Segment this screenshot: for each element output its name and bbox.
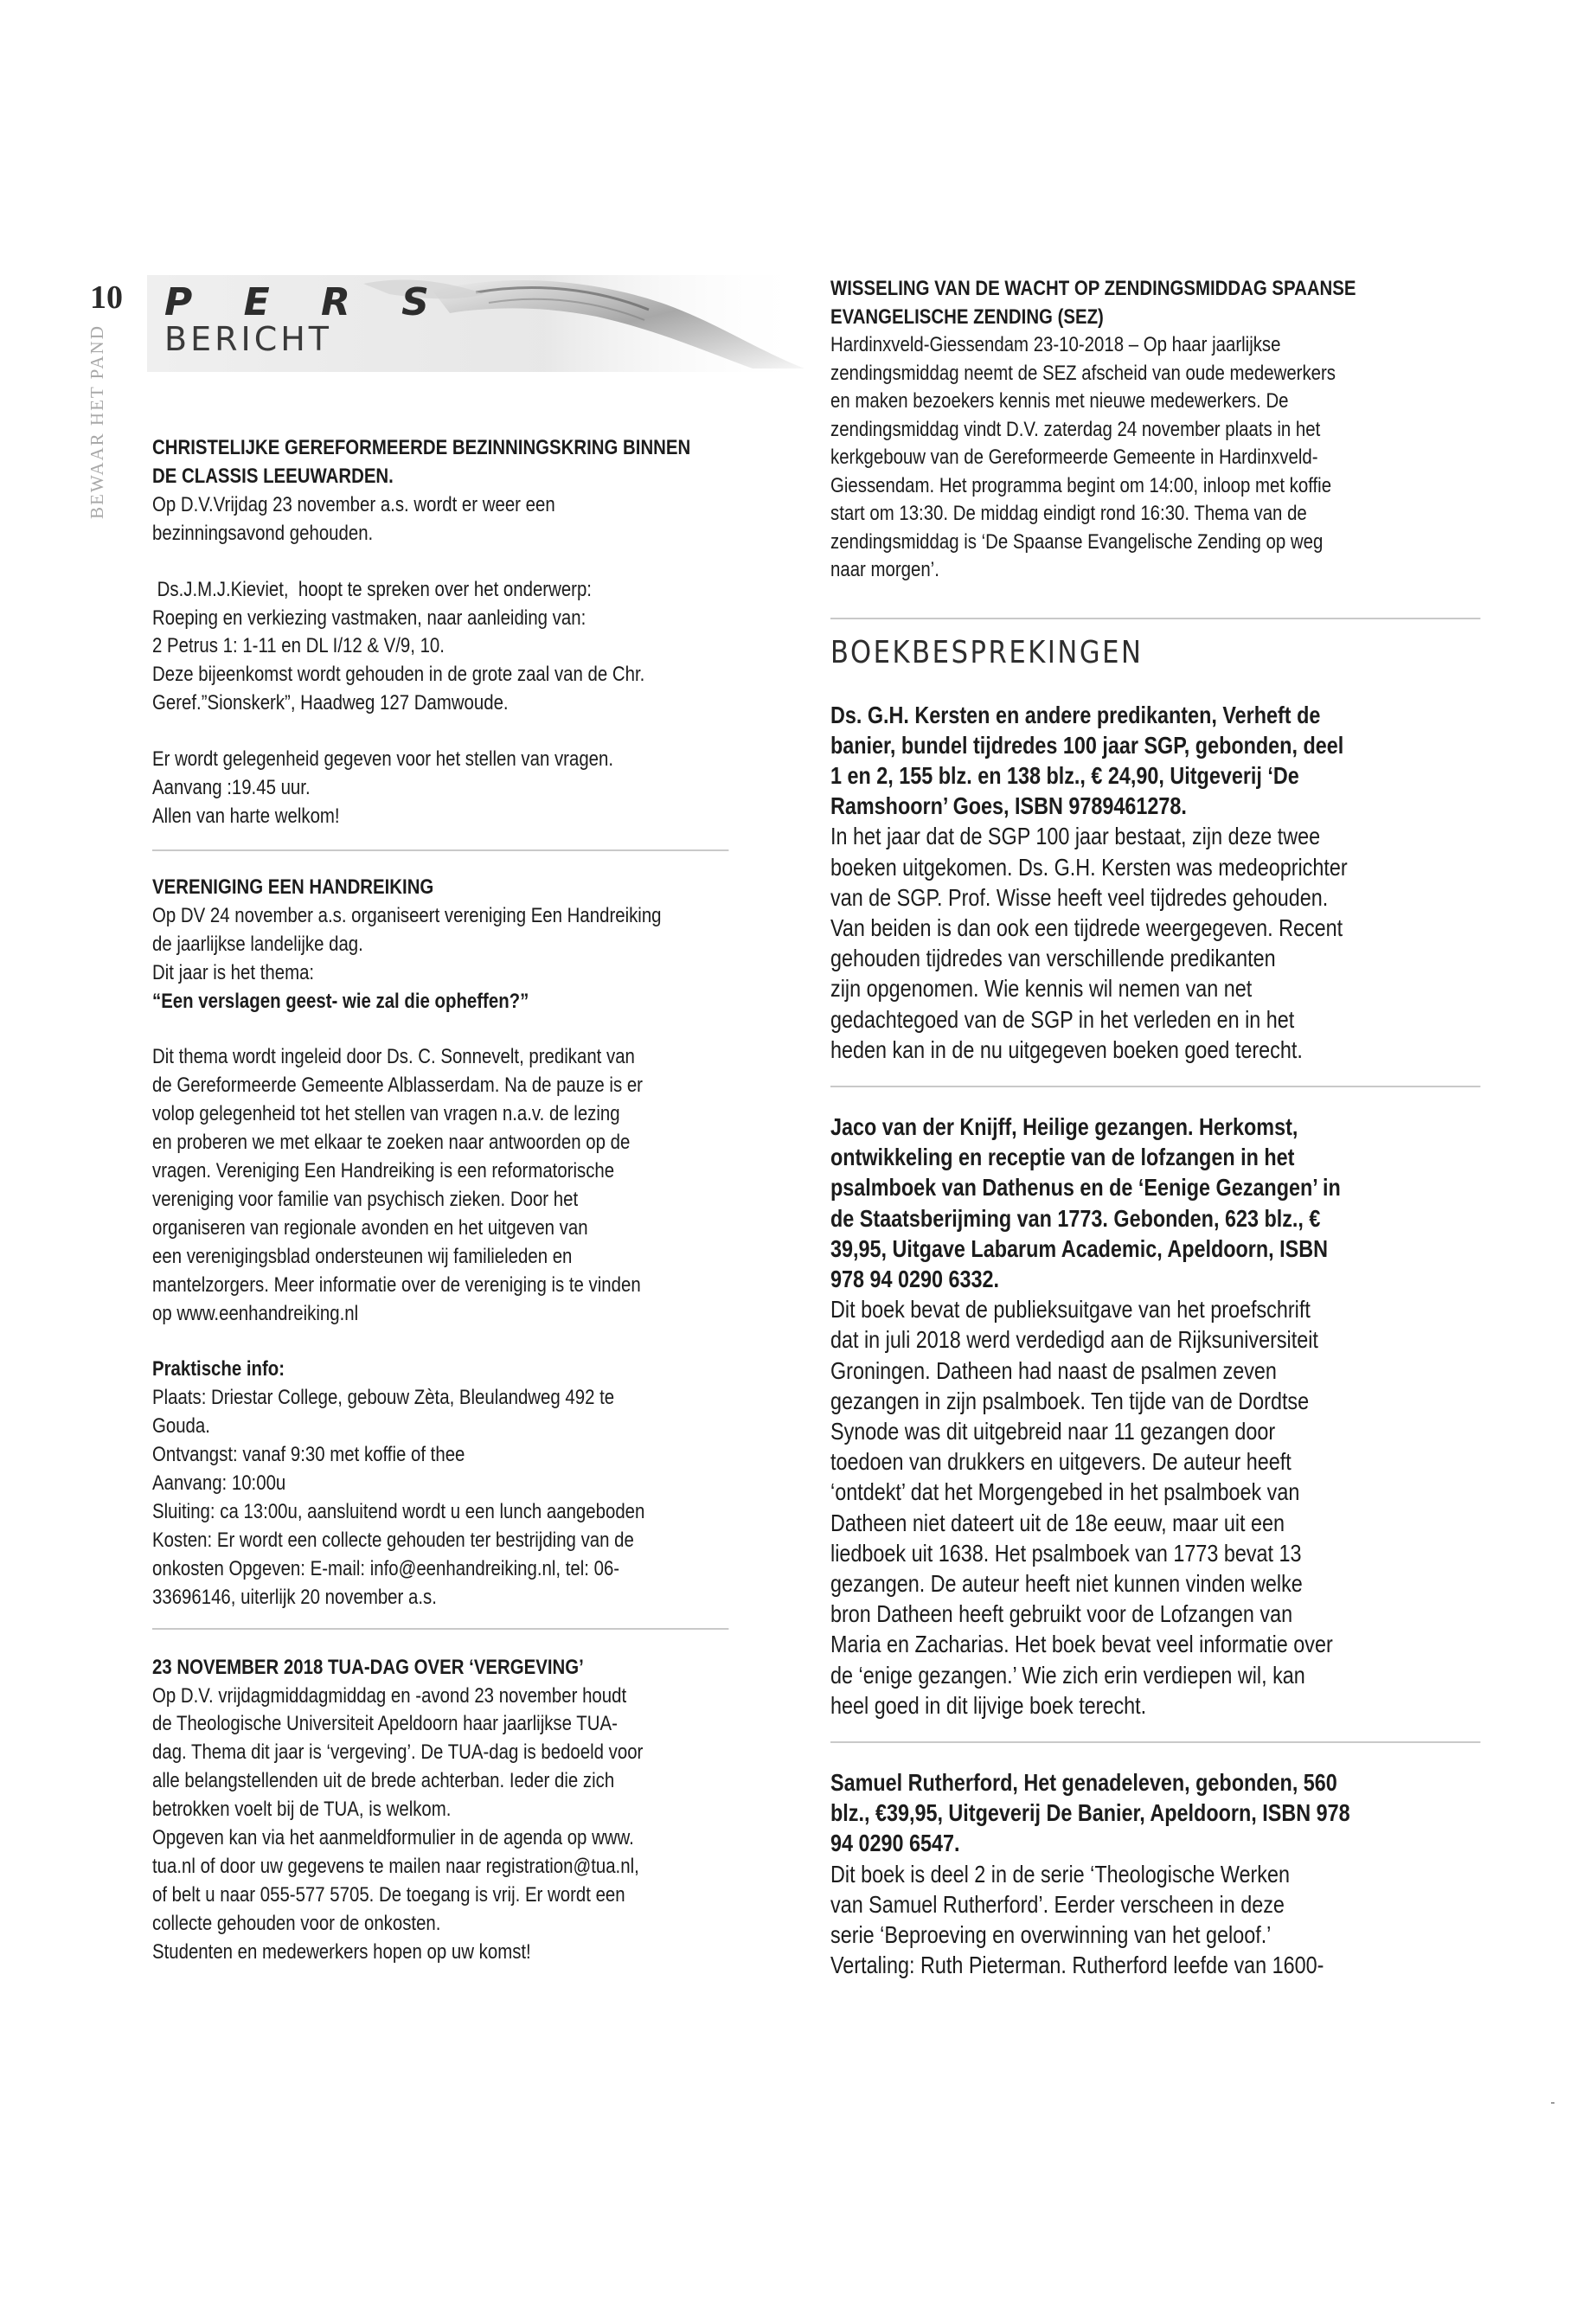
text-line: zendingsmiddag neemt de SEZ afscheid van oude medewerkers xyxy=(830,361,1336,385)
text-line: kerkgebouw van de Gereformeerde Gemeente in Hardinxveld- xyxy=(830,445,1318,469)
text-line: de Gereformeerde Gemeente Alblasserdam. Na de pauze is er xyxy=(152,1074,643,1098)
article-heading-line: EVANGELISCHE ZENDING (SEZ) xyxy=(830,304,1104,329)
book-title-line: de Staatsberijming van 1773. Gebonden, 623 blz., € xyxy=(830,1204,1321,1232)
text-line: dat in juli 2018 werd verdedigd aan de Rijksuniversiteit xyxy=(830,1326,1318,1354)
book-title-line: blz., €39,95, Uitgeverij De Banier, Apeldoorn, ISBN 978 xyxy=(830,1799,1350,1827)
text-line: Dit boek bevat de publieksuitgave van het proefschrift xyxy=(830,1296,1311,1324)
text-line: Studenten en medewerkers hopen op uw komst! xyxy=(152,1939,531,1964)
text-line: Giessendam. Het programma begint om 14:00, inloop met koffie xyxy=(830,473,1332,497)
text-line: Opgeven kan via het aanmeldformulier in de agenda op www. xyxy=(152,1826,634,1850)
text-line: 2 Petrus 1: 1-11 en DL I/12 & V/9, 10. xyxy=(152,634,445,658)
article-heading-line: WISSELING VAN DE WACHT OP ZENDINGSMIDDAG SPAANSE xyxy=(830,277,1356,300)
article-bezinningskring xyxy=(152,434,728,831)
text-line: Ds.J.M.J.Kieviet, hoopt te spreken over het onderwerp: xyxy=(152,577,592,601)
section-title-boekbesprekingen: BOEKBESPREKINGEN xyxy=(830,634,1144,670)
text-line: of belt u naar 055-577 5705. De toegang is vrij. Er wordt een xyxy=(152,1882,625,1907)
right-column xyxy=(830,275,1480,1980)
book-title-line: Samuel Rutherford, Het genadeleven, gebonden, 560 xyxy=(830,1769,1337,1796)
text-line: gezangen. De auteur heeft niet kunnen vinden welke xyxy=(830,1569,1303,1597)
text-line: op www.eenhandreiking.nl xyxy=(152,1301,359,1325)
text-line: start om 13:30. De middag eindigt rond 16:30. Thema van de xyxy=(830,502,1307,525)
text-line: serie ‘Beproeving en overwinning van het geloof.’ xyxy=(830,1921,1272,1949)
article-een-handreiking xyxy=(152,874,728,1612)
scan-mark xyxy=(1551,2102,1554,2104)
text-line: Hardinxveld-Giessendam 23-10-2018 – Op haar jaarlijkse xyxy=(830,333,1281,356)
left-column xyxy=(152,434,728,1967)
text-line: Datheen niet dateert uit de 18e eeuw, maar uit een xyxy=(830,1509,1285,1536)
text-line: gehouden tijdredes van verschillende predikanten xyxy=(830,945,1276,972)
text-line: heden kan in de nu uitgegeven boeken goed terecht. xyxy=(830,1035,1303,1063)
article-zendingsmiddag xyxy=(830,275,1480,585)
text-line: betrokken voelt bij de TUA, is welkom. xyxy=(152,1798,452,1822)
book-title-line: 39,95, Uitgave Labarum Academic, Apeldoorn, ISBN xyxy=(830,1234,1329,1262)
book-title-line: 978 94 0290 6332. xyxy=(830,1265,999,1292)
theme-quote: “Een verslagen geest- wie zal die opheffen?” xyxy=(152,989,529,1013)
text-line: van Samuel Rutherford’. Eerder verscheen in deze xyxy=(830,1890,1285,1918)
text-line: Aanvang :19.45 uur. xyxy=(152,776,311,800)
text-line: ‘ontdekt’ dat het Morgengebed in het psalmboek van xyxy=(830,1478,1300,1506)
text-line: In het jaar dat de SGP 100 jaar bestaat, zijn deze twee xyxy=(830,823,1321,850)
text-line: Roeping en verkiezing vastmaken, naar aanleiding van: xyxy=(152,606,586,630)
text-line: alle belangstellenden uit de brede achterban. Ieder die zich xyxy=(152,1769,615,1793)
practical-info-heading: Praktische info: xyxy=(152,1357,285,1381)
text-line: toedoen van drukkers en uitgevers. De auteur heeft xyxy=(830,1448,1292,1476)
text-line: Synode was dit uitgebreid naar 11 gezangen door xyxy=(830,1417,1276,1445)
text-line: Dit boek is deel 2 in de serie ‘Theologische Werken xyxy=(830,1860,1290,1888)
text-line: Dit jaar is het thema: xyxy=(152,960,315,984)
text-line: Vertaling: Ruth Pieterman. Rutherford leefde van 1600- xyxy=(830,1952,1324,1979)
text-line: Plaats: Driestar College, gebouw Zèta, Bleulandweg 492 te xyxy=(152,1386,615,1410)
article-tua-dag xyxy=(152,1654,728,1967)
book-review-van-der-knijff xyxy=(830,1112,1480,1721)
text-line: en maken bezoekers kennis met nieuwe medewerkers. De xyxy=(830,389,1289,413)
text-line: mantelzorgers. Meer informatie over de vereniging is te vinden xyxy=(152,1272,641,1297)
text-line: Kosten: Er wordt een collecte gehouden ter bestrijding van de xyxy=(152,1528,634,1552)
side-label: BEWAAR HET PAND xyxy=(87,324,107,519)
text-line: Groningen. Datheen had naast de psalmen zeven xyxy=(830,1356,1277,1384)
text-line: tua.nl of door uw gegevens te mailen naar registration@tua.nl, xyxy=(152,1854,639,1878)
book-title-line: ontwikkeling en receptie van de lofzangen in het xyxy=(830,1144,1295,1171)
banner-title-pers: P E R S xyxy=(164,280,448,324)
text-line: vereniging voor familie van psychisch zieken. Door het xyxy=(152,1187,579,1211)
text-line: Van beiden is dan ook een tijdrede weergegeven. Recent xyxy=(830,913,1343,941)
text-line: zendingsmiddag vindt D.V. zaterdag 24 november plaats in het xyxy=(830,417,1321,441)
text-line: Allen van harte welkom! xyxy=(152,804,340,828)
text-line: dag. Thema dit jaar is ‘vergeving’. De TUA-dag is bedoeld voor xyxy=(152,1740,644,1765)
text-line: zijn opgenomen. Wie kennis wil nemen van net xyxy=(830,975,1253,1003)
page-number: 10 xyxy=(90,279,123,316)
book-title-line: Jaco van der Knijff, Heilige gezangen. Herkomst, xyxy=(830,1112,1298,1140)
article-heading-line: DE CLASSIS LEEUWARDEN. xyxy=(152,464,394,488)
book-title-line: 1 en 2, 155 blz. en 138 blz., € 24,90, Uitgeverij ‘De xyxy=(830,761,1299,789)
text-line: Maria en Zacharias. Het boek bevat veel informatie over xyxy=(830,1631,1333,1658)
text-line: vragen. Vereniging Een Handreiking is een reformatorische xyxy=(152,1159,615,1183)
text-line: Gouda. xyxy=(152,1414,210,1439)
text-line: Op D.V.Vrijdag 23 november a.s. wordt er weer een xyxy=(152,492,555,516)
text-line: 33696146, uiterlijk 20 november a.s. xyxy=(152,1585,437,1609)
text-line: van de SGP. Prof. Wisse heeft veel tijdredes gehouden. xyxy=(830,883,1329,911)
book-review-kersten xyxy=(830,700,1480,1065)
book-title-line: psalmboek van Dathenus en de ‘Eenige Gezangen’ in xyxy=(830,1174,1341,1202)
book-title-line: Ds. G.H. Kersten en andere predikanten, Verheft de xyxy=(830,701,1321,728)
article-heading: VERENIGING EEN HANDREIKING xyxy=(152,875,434,899)
text-line: Op D.V. vrijdagmiddagmiddag en -avond 23 november houdt xyxy=(152,1683,627,1708)
text-line: volop gelegenheid tot het stellen van vragen n.a.v. de lezing xyxy=(152,1102,620,1126)
text-line: Sluiting: ca 13:00u, aansluitend wordt u een lunch aangeboden xyxy=(152,1500,645,1523)
text-line: een verenigingsblad ondersteunen wij familieleden en xyxy=(152,1244,573,1268)
text-line: gedachtegoed van de SGP in het verleden en in het xyxy=(830,1005,1295,1033)
text-line: de ‘enige gezangen.’ Wie zich erin verdiepen wil, kan xyxy=(830,1661,1305,1689)
text-line: Dit thema wordt ingeleid door Ds. C. Sonnevelt, predikant van xyxy=(152,1045,635,1069)
text-line: Er wordt gelegenheid gegeven voor het stellen van vragen. xyxy=(152,747,614,772)
text-line: bezinningsavond gehouden. xyxy=(152,521,374,545)
article-heading: 23 NOVEMBER 2018 TUA-DAG OVER ‘VERGEVING’ xyxy=(152,1655,584,1679)
banner-title-bericht: BERICHT xyxy=(164,320,333,358)
text-line: gezangen in zijn psalmboek. Ten tijde van de Dordtse xyxy=(830,1387,1310,1414)
persbericht-banner xyxy=(147,275,809,372)
article-heading-line: CHRISTELIJKE GEREFORMEERDE BEZINNINGSKRING BINNEN xyxy=(152,436,691,459)
text-line: Ontvangst: vanaf 9:30 met koffie of thee xyxy=(152,1443,465,1467)
text-line: de Theologische Universiteit Apeldoorn haar jaarlijkse TUA- xyxy=(152,1712,618,1736)
book-title-line: banier, bundel tijdredes 100 jaar SGP, gebonden, deel xyxy=(830,731,1344,759)
text-line: bron Datheen heeft gebruikt voor de Lofzangen van xyxy=(830,1600,1293,1628)
text-line: boeken uitgekomen. Ds. G.H. Kersten was medeoprichter xyxy=(830,853,1348,881)
text-line: Op DV 24 november a.s. organiseert vereniging Een Handreiking xyxy=(152,903,662,927)
text-line: onkosten Opgeven: E-mail: info@eenhandreiking.nl, tel: 06- xyxy=(152,1556,620,1580)
book-review-rutherford xyxy=(830,1767,1480,1980)
text-line: zendingsmiddag is ‘De Spaanse Evangelische Zending op weg xyxy=(830,529,1324,554)
text-line: Aanvang: 10:00u xyxy=(152,1471,286,1496)
book-title-line: Ramshoorn’ Goes, ISBN 9789461278. xyxy=(830,792,1187,820)
book-title-line: 94 0290 6547. xyxy=(830,1830,960,1857)
text-line: Geref.”Sionskerk”, Haadweg 127 Damwoude. xyxy=(152,691,509,715)
text-line: heel goed in dit lijvige boek terecht. xyxy=(830,1691,1147,1719)
text-line: en proberen we met elkaar te zoeken naar antwoorden op de xyxy=(152,1131,631,1155)
text-line: naar morgen’. xyxy=(830,558,939,581)
text-line: collecte gehouden voor de onkosten. xyxy=(152,1911,441,1935)
text-line: Deze bijeenkomst wordt gehouden in de grote zaal van de Chr. xyxy=(152,663,645,687)
text-line: de jaarlijkse landelijke dag. xyxy=(152,932,363,956)
text-line: organiseren van regionale avonden en het uitgeven van xyxy=(152,1215,588,1240)
text-line: liedboek uit 1638. Het psalmboek van 1773 bevat 13 xyxy=(830,1539,1302,1567)
